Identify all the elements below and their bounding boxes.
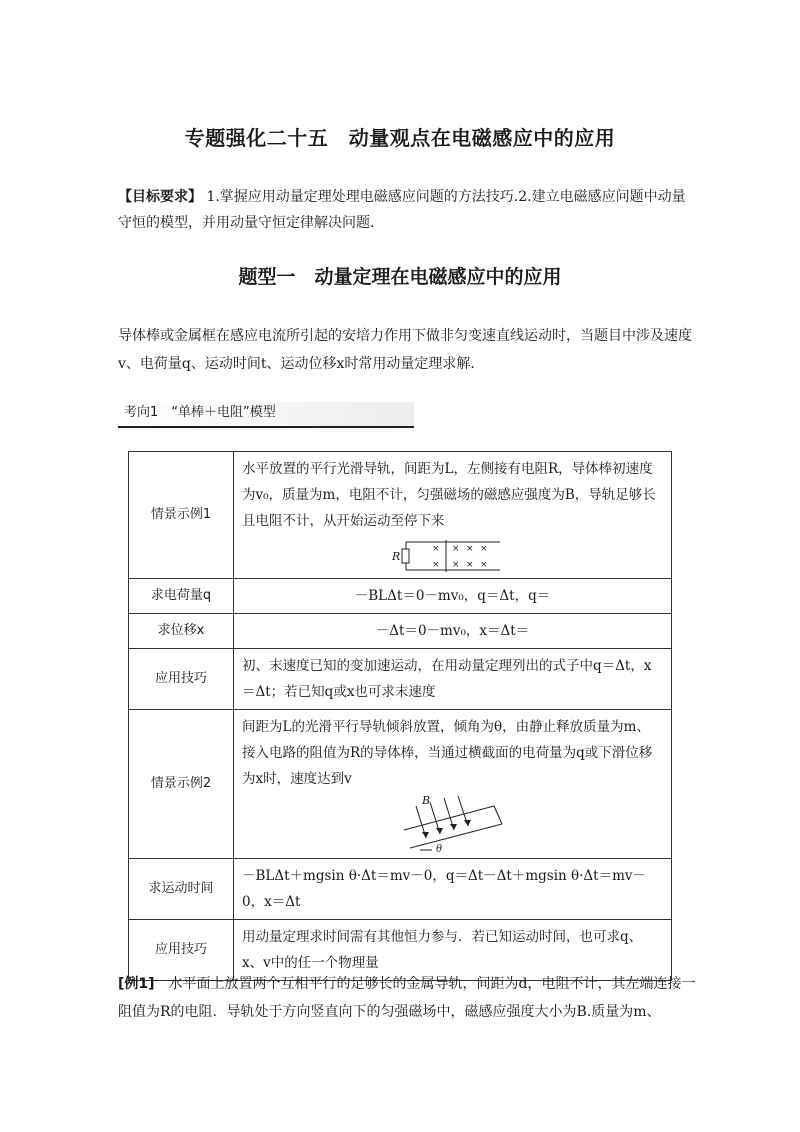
table-row xyxy=(129,614,672,649)
row-header: 情景示例2 xyxy=(129,710,234,859)
table-row xyxy=(129,452,672,579)
page-title: 专题强化二十五 动量观点在电磁感应中的应用 xyxy=(184,126,616,150)
table-cell: －BLΔt＝0－mv₀，q＝Δt，q＝ xyxy=(234,579,672,614)
section-title: 题型一 动量定理在电磁感应中的应用 xyxy=(238,266,562,288)
svg-text:×: × xyxy=(466,560,474,570)
rail-resistor-figure xyxy=(392,540,502,574)
svg-text:×: × xyxy=(452,544,460,554)
goal-text: 1.掌握应用动量定理处理电磁感应问题的方法技巧.2.建立电磁感应问题中动量守恒的模型，并用动量守恒定律解决问题. xyxy=(118,189,686,231)
table-cell xyxy=(234,710,672,859)
table-row xyxy=(129,859,672,920)
inclined-rail-figure xyxy=(402,794,512,854)
row-header: 求运动时间 xyxy=(129,859,234,920)
resistor-label: R xyxy=(392,550,401,563)
example-tag: [例1] xyxy=(118,976,155,992)
svg-text:×: × xyxy=(480,560,488,570)
intro-paragraph: 导体棒或金属框在感应电流所引起的安培力作用下做非匀变速直线运动时，当题目中涉及速度v、电荷量q、运动时间t、运动位移x时常用动量定理求解. xyxy=(118,328,692,372)
row-header: 应用技巧 xyxy=(129,920,234,981)
example-text: 水平面上放置两个互相平行的足够长的金属导轨，间距为d，电阻不计，其左端连接一阻值为R的电阻．导轨处于方向竖直向下的匀强磁场中，磁感应强度大小为B.质量为m、 xyxy=(118,976,696,1020)
goal-tag: 【目标要求】 xyxy=(118,189,202,205)
table-cell xyxy=(234,452,672,579)
cell-text: 水平放置的平行光滑导轨，间距为L，左侧接有电阻R，导体棒初速度为v₀，质量为m，电阻不计，匀强磁场的磁感应强度为B，导轨足够长且电阻不计，从开始运动至停下来 xyxy=(242,461,656,529)
summary-table xyxy=(128,451,672,981)
cell-text: 间距为L的光滑平行导轨倾斜放置，倾角为θ，由静止释放质量为m、接入电路的阻值为R的导体棒，当通过横截面的电荷量为q或下滑位移为x时，速度达到v xyxy=(242,719,653,787)
svg-text:×: × xyxy=(432,544,440,554)
goal-paragraph xyxy=(118,184,694,236)
example-paragraph xyxy=(118,970,698,1026)
table-cell: 用动量定理求时间需有其他恒力参与．若已知运动时间，也可求q、x、v中的任一个物理量 xyxy=(234,920,672,981)
table-row xyxy=(129,649,672,710)
svg-text:×: × xyxy=(480,544,488,554)
subsection-heading xyxy=(118,402,414,428)
table-cell: 初、末速度已知的变加速运动，在用动量定理列出的式子中q＝Δt，x＝Δt；若已知q或x也可求末速度 xyxy=(234,649,672,710)
row-header: 应用技巧 xyxy=(129,649,234,710)
table-row xyxy=(129,710,672,859)
svg-text:×: × xyxy=(452,560,460,570)
svg-text:×: × xyxy=(432,560,440,570)
field-label: B xyxy=(422,794,431,807)
row-header: 情景示例1 xyxy=(129,452,234,579)
subsection-label: 考向1 “单棒＋电阻”模型 xyxy=(124,405,276,420)
table-cell: －Δt＝0－mv₀，x＝Δt＝ xyxy=(234,614,672,649)
table-cell: －BLΔt＋mgsin θ·Δt＝mv－0，q＝Δt－Δt＋mgsin θ·Δt＝mv－0，x＝Δt xyxy=(234,859,672,920)
table-row xyxy=(129,579,672,614)
angle-label: θ xyxy=(436,844,443,854)
row-header: 求电荷量q xyxy=(129,579,234,614)
svg-text:×: × xyxy=(466,544,474,554)
row-header: 求位移x xyxy=(129,614,234,649)
heading-underline xyxy=(118,426,414,428)
